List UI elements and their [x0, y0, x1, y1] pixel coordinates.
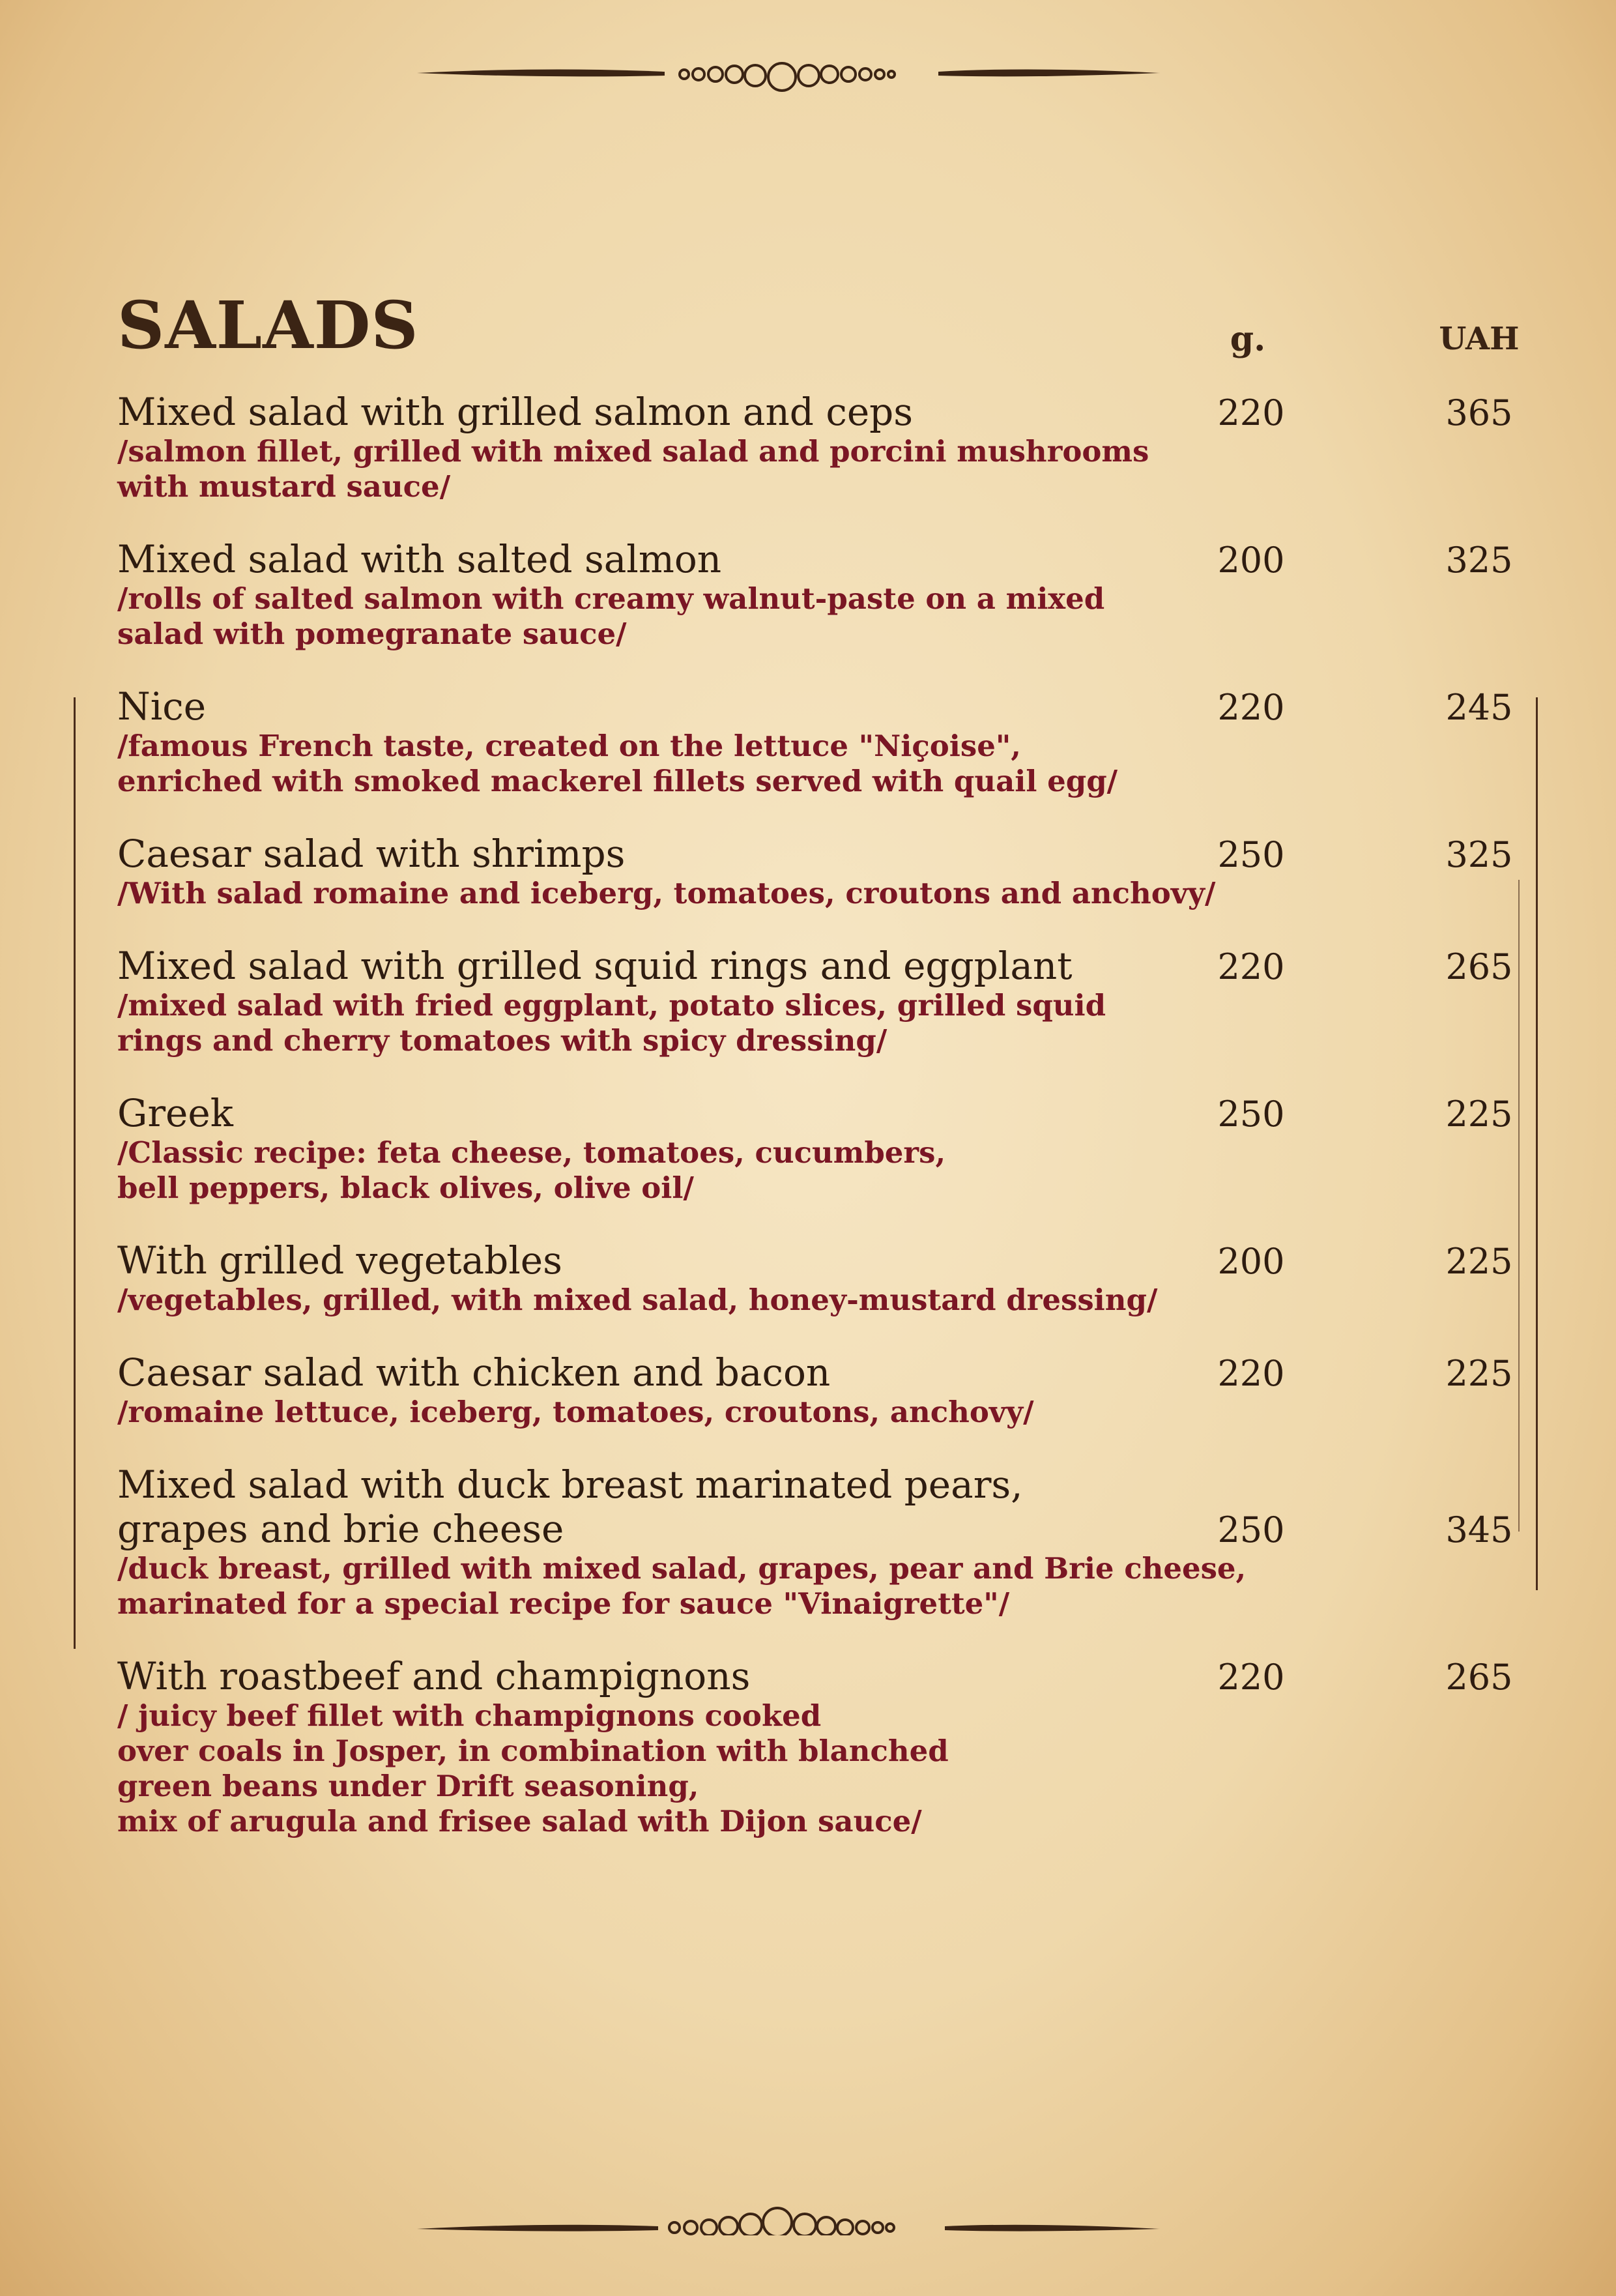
item-price: 265 — [1445, 1657, 1513, 1698]
item-description: /mixed salad with fried eggplant, potato slices, grilled squid — [117, 988, 1106, 1023]
item-weight: 220 — [1217, 1657, 1285, 1698]
menu-header — [117, 287, 1520, 378]
item-description: /romaine lettuce, iceberg, tomatoes, croutons, anchovy/ — [117, 1395, 1034, 1429]
left-border-line — [74, 697, 76, 1649]
menu-item — [117, 1091, 1513, 1206]
item-name: grapes and brie cheese — [117, 1507, 564, 1551]
item-name: Caesar salad with chicken and bacon — [117, 1350, 831, 1395]
item-description: rings and cherry tomatoes with spicy dressing/ — [117, 1023, 887, 1058]
item-weight: 200 — [1217, 540, 1285, 581]
item-description: /duck breast, grilled with mixed salad, grapes, pear and Brie cheese, — [117, 1551, 1247, 1586]
section-title: SALADS — [117, 287, 419, 364]
item-weight: 220 — [1217, 392, 1285, 433]
item-price: 345 — [1445, 1509, 1513, 1550]
item-description: /Classic recipe: feta cheese, tomatoes, cucumbers, — [117, 1135, 946, 1170]
item-name: With roastbeef and champignons — [117, 1654, 751, 1698]
item-price: 225 — [1445, 1241, 1513, 1282]
item-name: Mixed salad with salted salmon — [117, 537, 722, 581]
top-ornament-icon — [417, 59, 1160, 111]
item-name: With grilled vegetables — [117, 1238, 562, 1283]
item-price: 245 — [1445, 687, 1513, 728]
item-description: with mustard sauce/ — [117, 469, 451, 504]
item-price: 365 — [1445, 392, 1513, 433]
menu-item — [117, 1238, 1513, 1318]
item-description: green beans under Drift seasoning, — [117, 1769, 699, 1803]
menu-item — [117, 1350, 1513, 1430]
item-description: marinated for a special recipe for sauce "Vinaigrette"/ — [117, 1586, 1010, 1621]
item-description: bell peppers, black olives, olive oil/ — [117, 1170, 694, 1205]
item-description: /famous French taste, created on the lettuce "Niçoise", — [117, 729, 1021, 763]
item-description: /rolls of salted salmon with creamy walnut-paste on a mixed — [117, 581, 1105, 616]
item-weight: 220 — [1217, 687, 1285, 728]
item-name: Greek — [117, 1091, 233, 1135]
menu-item — [117, 390, 1513, 504]
price-column-header: UAH — [1439, 321, 1520, 357]
item-weight: 250 — [1217, 1509, 1285, 1550]
item-name: Nice — [117, 684, 207, 729]
item-weight: 220 — [1217, 1353, 1285, 1394]
item-price: 325 — [1445, 540, 1513, 581]
item-description: /With salad romaine and iceberg, tomatoes, croutons and anchovy/ — [117, 876, 1216, 910]
item-description: mix of arugula and frisee salad with Dijon sauce/ — [117, 1804, 922, 1838]
item-price: 225 — [1445, 1094, 1513, 1135]
item-description: over coals in Josper, in combination with blanched — [117, 1734, 949, 1768]
item-description: enriched with smoked mackerel fillets served with quail egg/ — [117, 764, 1118, 798]
item-weight: 220 — [1217, 946, 1285, 987]
item-description: /vegetables, grilled, with mixed salad, honey-mustard dressing/ — [117, 1283, 1158, 1317]
menu-item — [117, 537, 1513, 652]
item-name: Mixed salad with grilled salmon and ceps — [117, 390, 914, 434]
item-description: / juicy beef fillet with champignons cooked — [117, 1698, 822, 1733]
bottom-ornament-icon — [417, 2183, 1160, 2235]
menu-item — [117, 684, 1513, 799]
menu-item — [117, 1654, 1513, 1839]
item-price: 225 — [1445, 1353, 1513, 1394]
item-price: 325 — [1445, 834, 1513, 875]
weight-column-header: g. — [1230, 319, 1266, 359]
item-weight: 250 — [1217, 1094, 1285, 1135]
item-weight: 200 — [1217, 1241, 1285, 1282]
item-description: salad with pomegranate sauce/ — [117, 617, 627, 651]
item-description: /salmon fillet, grilled with mixed salad and porcini mushrooms — [117, 434, 1149, 469]
item-name: Mixed salad with grilled squid rings and eggplant — [117, 944, 1073, 988]
menu-item — [117, 1462, 1513, 1621]
item-price: 265 — [1445, 946, 1513, 987]
item-name: Mixed salad with duck breast marinated pears, — [117, 1462, 1023, 1507]
menu-items-list — [117, 390, 1513, 1872]
menu-item — [117, 832, 1513, 911]
item-weight: 250 — [1217, 834, 1285, 875]
right-border-line — [1536, 697, 1538, 1590]
menu-item — [117, 944, 1513, 1058]
item-name: Caesar salad with shrimps — [117, 832, 626, 876]
